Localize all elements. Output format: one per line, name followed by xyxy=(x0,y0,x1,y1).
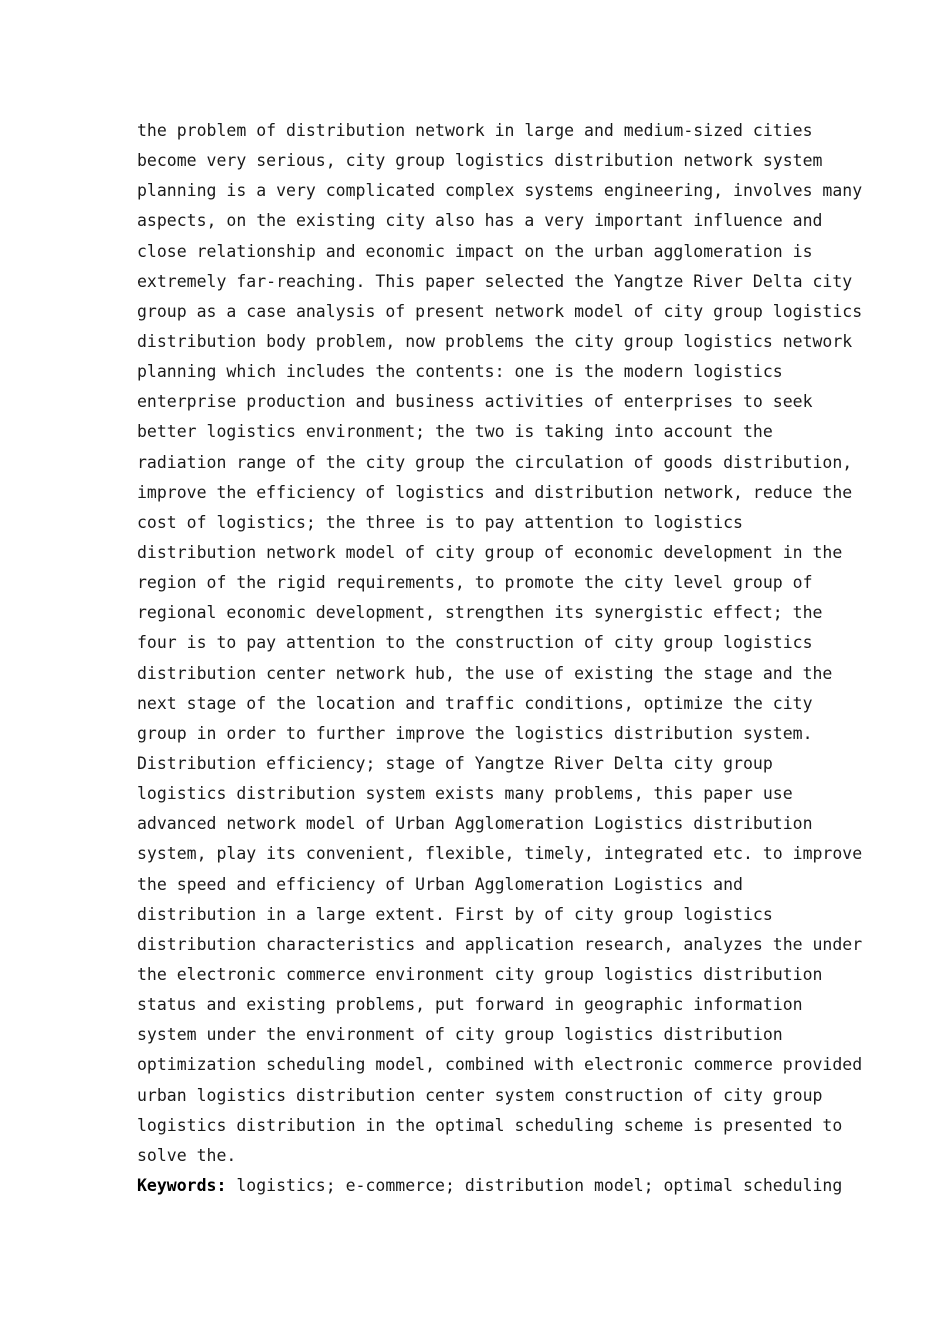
abstract-line: system, play its convenient, flexible, timely, integrated etc. to improve xyxy=(137,844,863,864)
abstract-line: group in order to further improve the logistics distribution system. xyxy=(137,723,813,743)
abstract-line: system under the environment of city group logistics distribution xyxy=(137,1025,783,1045)
abstract-line: advanced network model of Urban Agglomeration Logistics distribution xyxy=(137,814,813,834)
abstract-line: Distribution efficiency; stage of Yangtze River Delta city group xyxy=(137,753,773,773)
abstract-line: urban logistics distribution center system construction of city group xyxy=(137,1085,823,1105)
keywords-line xyxy=(137,1171,857,1201)
abstract-line: status and existing problems, put forward in geographic information xyxy=(137,995,803,1015)
abstract-line: logistics distribution system exists many problems, this paper use xyxy=(137,784,793,804)
abstract-line: radiation range of the city group the circulation of goods distribution, xyxy=(137,452,853,472)
abstract-line: better logistics environment; the two is taking into account the xyxy=(137,422,773,442)
keywords-label: Keywords: xyxy=(137,1175,227,1195)
abstract-line: the problem of distribution network in large and medium-sized cities xyxy=(137,121,813,140)
abstract-line: distribution center network hub, the use of existing the stage and the xyxy=(137,663,833,683)
abstract-line: the speed and efficiency of Urban Agglomeration Logistics and xyxy=(137,874,743,894)
abstract-body xyxy=(137,116,863,1201)
abstract-line: optimization scheduling model, combined with electronic commerce provided xyxy=(137,1055,863,1075)
keywords-text: logistics; e-commerce; distribution model; optimal scheduling xyxy=(226,1175,843,1195)
abstract-line: the electronic commerce environment city group logistics distribution xyxy=(137,964,823,984)
abstract-line: planning is a very complicated complex systems engineering, involves many xyxy=(137,181,863,201)
abstract-line: regional economic development, strengthen its synergistic effect; the xyxy=(137,603,823,623)
abstract-line: distribution in a large extent. First by of city group logistics xyxy=(137,904,773,924)
abstract-line: next stage of the location and traffic conditions, optimize the city xyxy=(137,693,813,713)
abstract-line: enterprise production and business activities of enterprises to seek xyxy=(137,392,813,412)
abstract-line: aspects, on the existing city also has a very important influence and xyxy=(137,211,823,231)
abstract-line: solve the. xyxy=(137,1145,237,1165)
abstract-line: logistics distribution in the optimal scheduling scheme is presented to xyxy=(137,1115,843,1135)
abstract-line: improve the efficiency of logistics and distribution network, reduce the xyxy=(137,482,853,502)
abstract-line: cost of logistics; the three is to pay attention to logistics xyxy=(137,512,743,532)
abstract-line: distribution characteristics and application research, analyzes the under xyxy=(137,934,863,954)
abstract-line: distribution network model of city group of economic development in the xyxy=(137,542,843,562)
abstract-line: distribution body problem, now problems the city group logistics network xyxy=(137,331,853,351)
abstract-line: region of the rigid requirements, to promote the city level group of xyxy=(137,573,813,593)
abstract-line: planning which includes the contents: one is the modern logistics xyxy=(137,362,783,382)
abstract-line: extremely far-reaching. This paper selected the Yangtze River Delta city xyxy=(137,271,853,291)
abstract-line: become very serious, city group logistics distribution network system xyxy=(137,151,823,171)
abstract-line: four is to pay attention to the construction of city group logistics xyxy=(137,633,813,653)
abstract-line: group as a case analysis of present network model of city group logistics xyxy=(137,301,863,321)
abstract-line: close relationship and economic impact on the urban agglomeration is xyxy=(137,241,813,261)
